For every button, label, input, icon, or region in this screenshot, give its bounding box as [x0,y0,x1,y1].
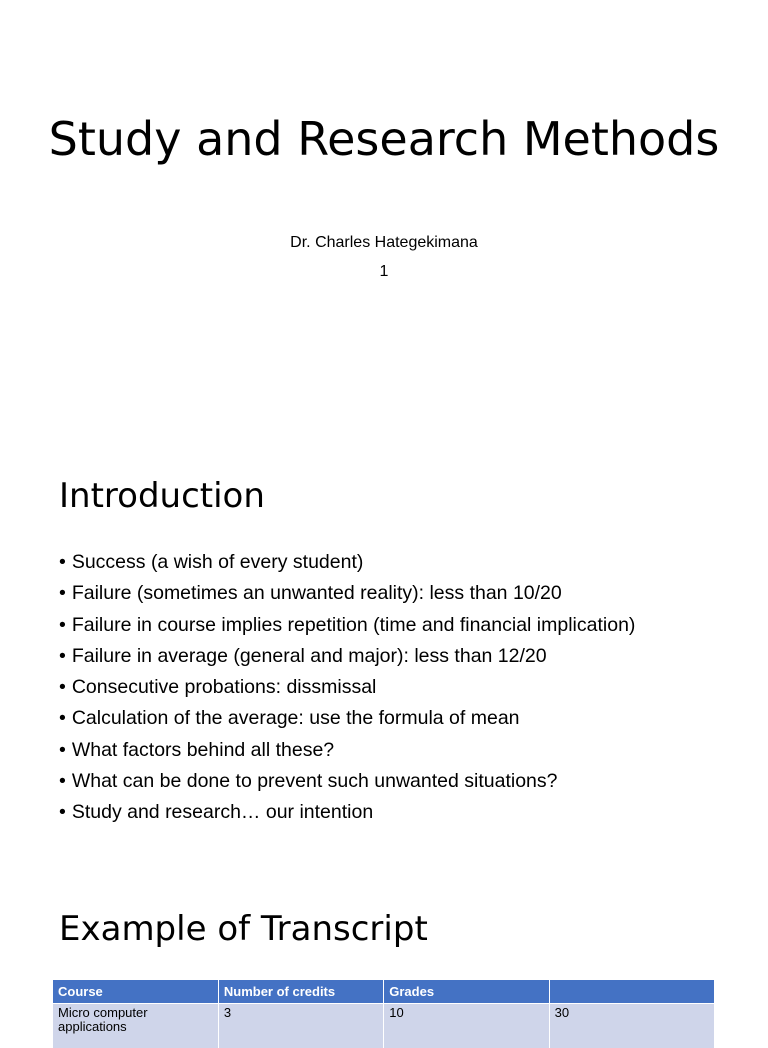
bullet-item: • What factors behind all these? [59,735,749,766]
weighted-cell: 30 [549,1004,714,1048]
subtitle-block [0,228,768,286]
course-cell: Micro computer applications [53,1004,218,1048]
bullet-item: • Consecutive probations: dissmissal [59,672,749,703]
bullet-item: • What can be done to prevent such unwanted situations? [59,766,749,797]
transcript-table [53,980,715,1048]
bullet-item: • Failure in course implies repetition (time and financial implication) [59,610,749,641]
column-header-course: Course [53,980,218,1004]
column-header-grades: Grades [384,980,549,1004]
column-header-credits: Number of credits [218,980,383,1004]
table-header-row [53,980,715,1004]
bullet-item: • Study and research… our intention [59,797,749,828]
table-row [53,1004,715,1048]
bullet-item: • Failure in average (general and major): less than 12/20 [59,641,749,672]
column-header-blank [549,980,714,1004]
credits-cell: 3 [218,1004,383,1048]
intro-heading: Introduction [59,476,265,516]
author-name: Dr. Charles Hategekimana [0,228,768,257]
intro-bullet-list [59,547,749,829]
grade-cell: 10 [384,1004,549,1048]
title-slide [0,0,768,432]
bullet-item: • Calculation of the average: use the formula of mean [59,703,749,734]
bullet-item: • Failure (sometimes an unwanted reality): less than 10/20 [59,578,749,609]
presentation-title: Study and Research Methods [0,113,768,165]
bullet-item: • Success (a wish of every student) [59,547,749,578]
page-number: 1 [0,257,768,286]
transcript-heading: Example of Transcript [59,909,428,949]
